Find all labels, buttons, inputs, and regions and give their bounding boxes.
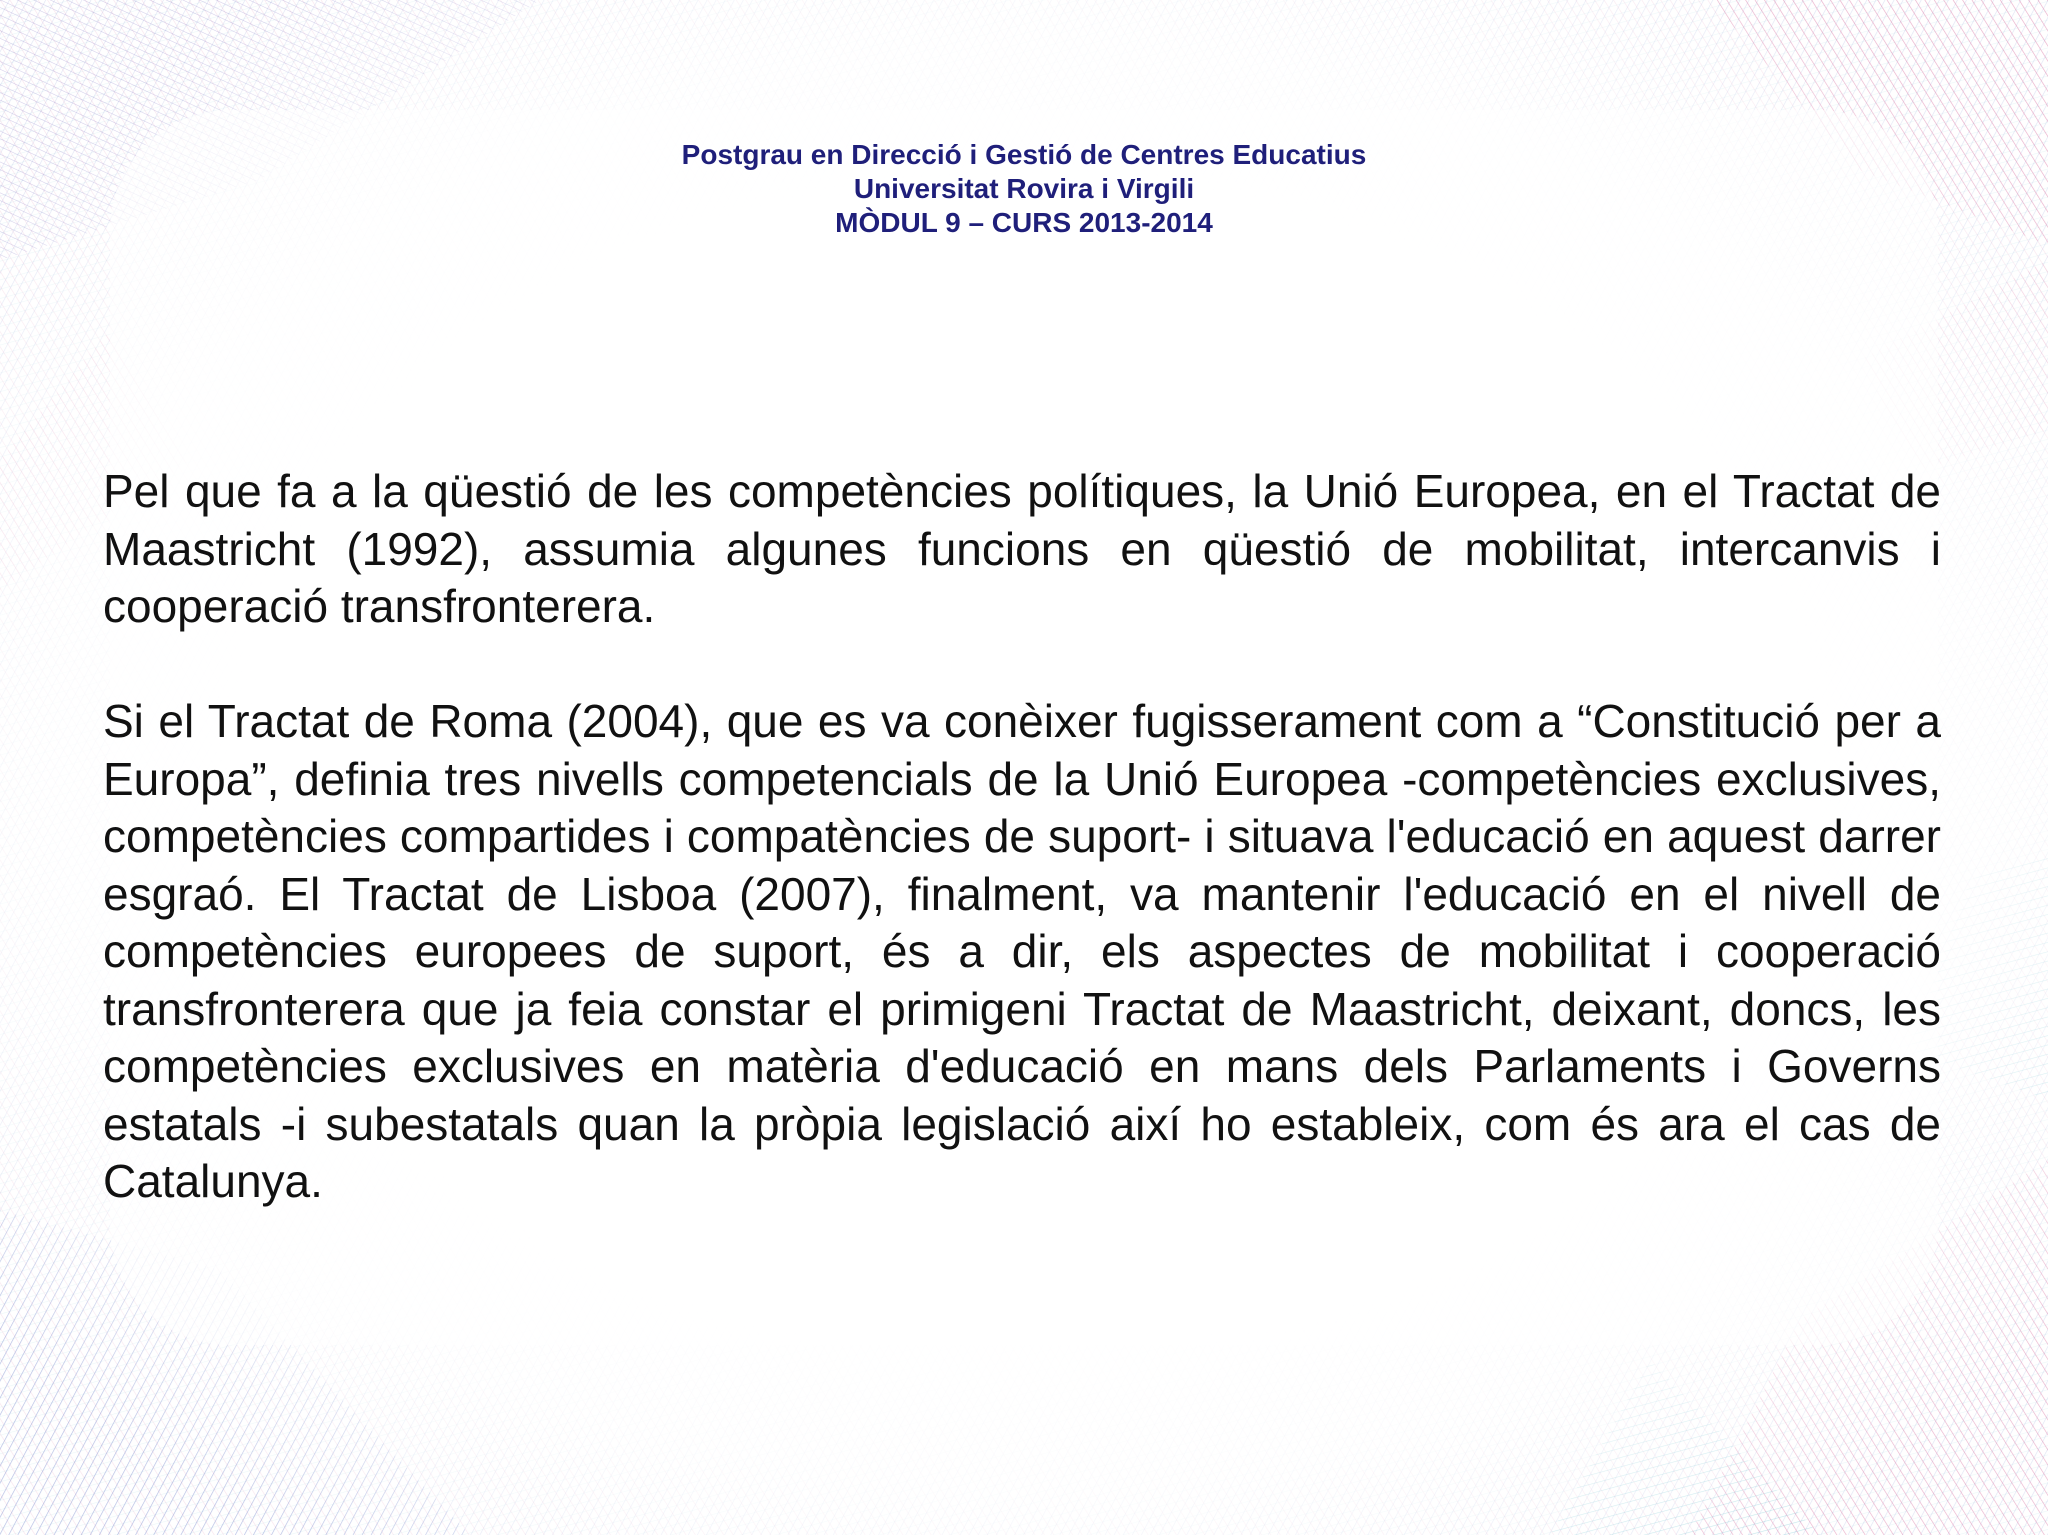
program-title: Postgrau en Direcció i Gestió de Centres Educatius	[681, 139, 1367, 170]
slide-header	[0, 138, 2048, 240]
slide-body	[103, 463, 1941, 1211]
paragraph-2: Si el Tractat de Roma (2004), que es va conèixer fugisserament com a “Constitució per a Europa”, definia tres nivells competencials de la Unió Europea -competències exclusives, competències compartides i compatències de suport- i situava l'educació en aquest darrer esgraó. El Tractat de Lisboa (2007), finalment, va mantenir l'educació en el nivell de competències europees de suport, és a dir, els aspectes de mobilitat i cooperació transfronterera que ja feia constar el primigeni Tractat de Maastricht, deixant, doncs, les competències exclusives en matèria d'educació en mans dels Parlaments i Governs estatals -i subestatals quan la pròpia legislació així ho estableix, com és ara el cas de Catalunya.	[103, 695, 1941, 1207]
module-course: MÒDUL 9 – CURS 2013-2014	[835, 207, 1213, 238]
paragraph-1: Pel que fa a la qüestió de les competències polítiques, la Unió Europea, en el Tractat de Maastricht (1992), assumia algunes funcions en qüestió de mobilitat, intercanvis i cooperació transfronterera.	[103, 465, 1941, 632]
university-name: Universitat Rovira i Virgili	[853, 173, 1195, 204]
